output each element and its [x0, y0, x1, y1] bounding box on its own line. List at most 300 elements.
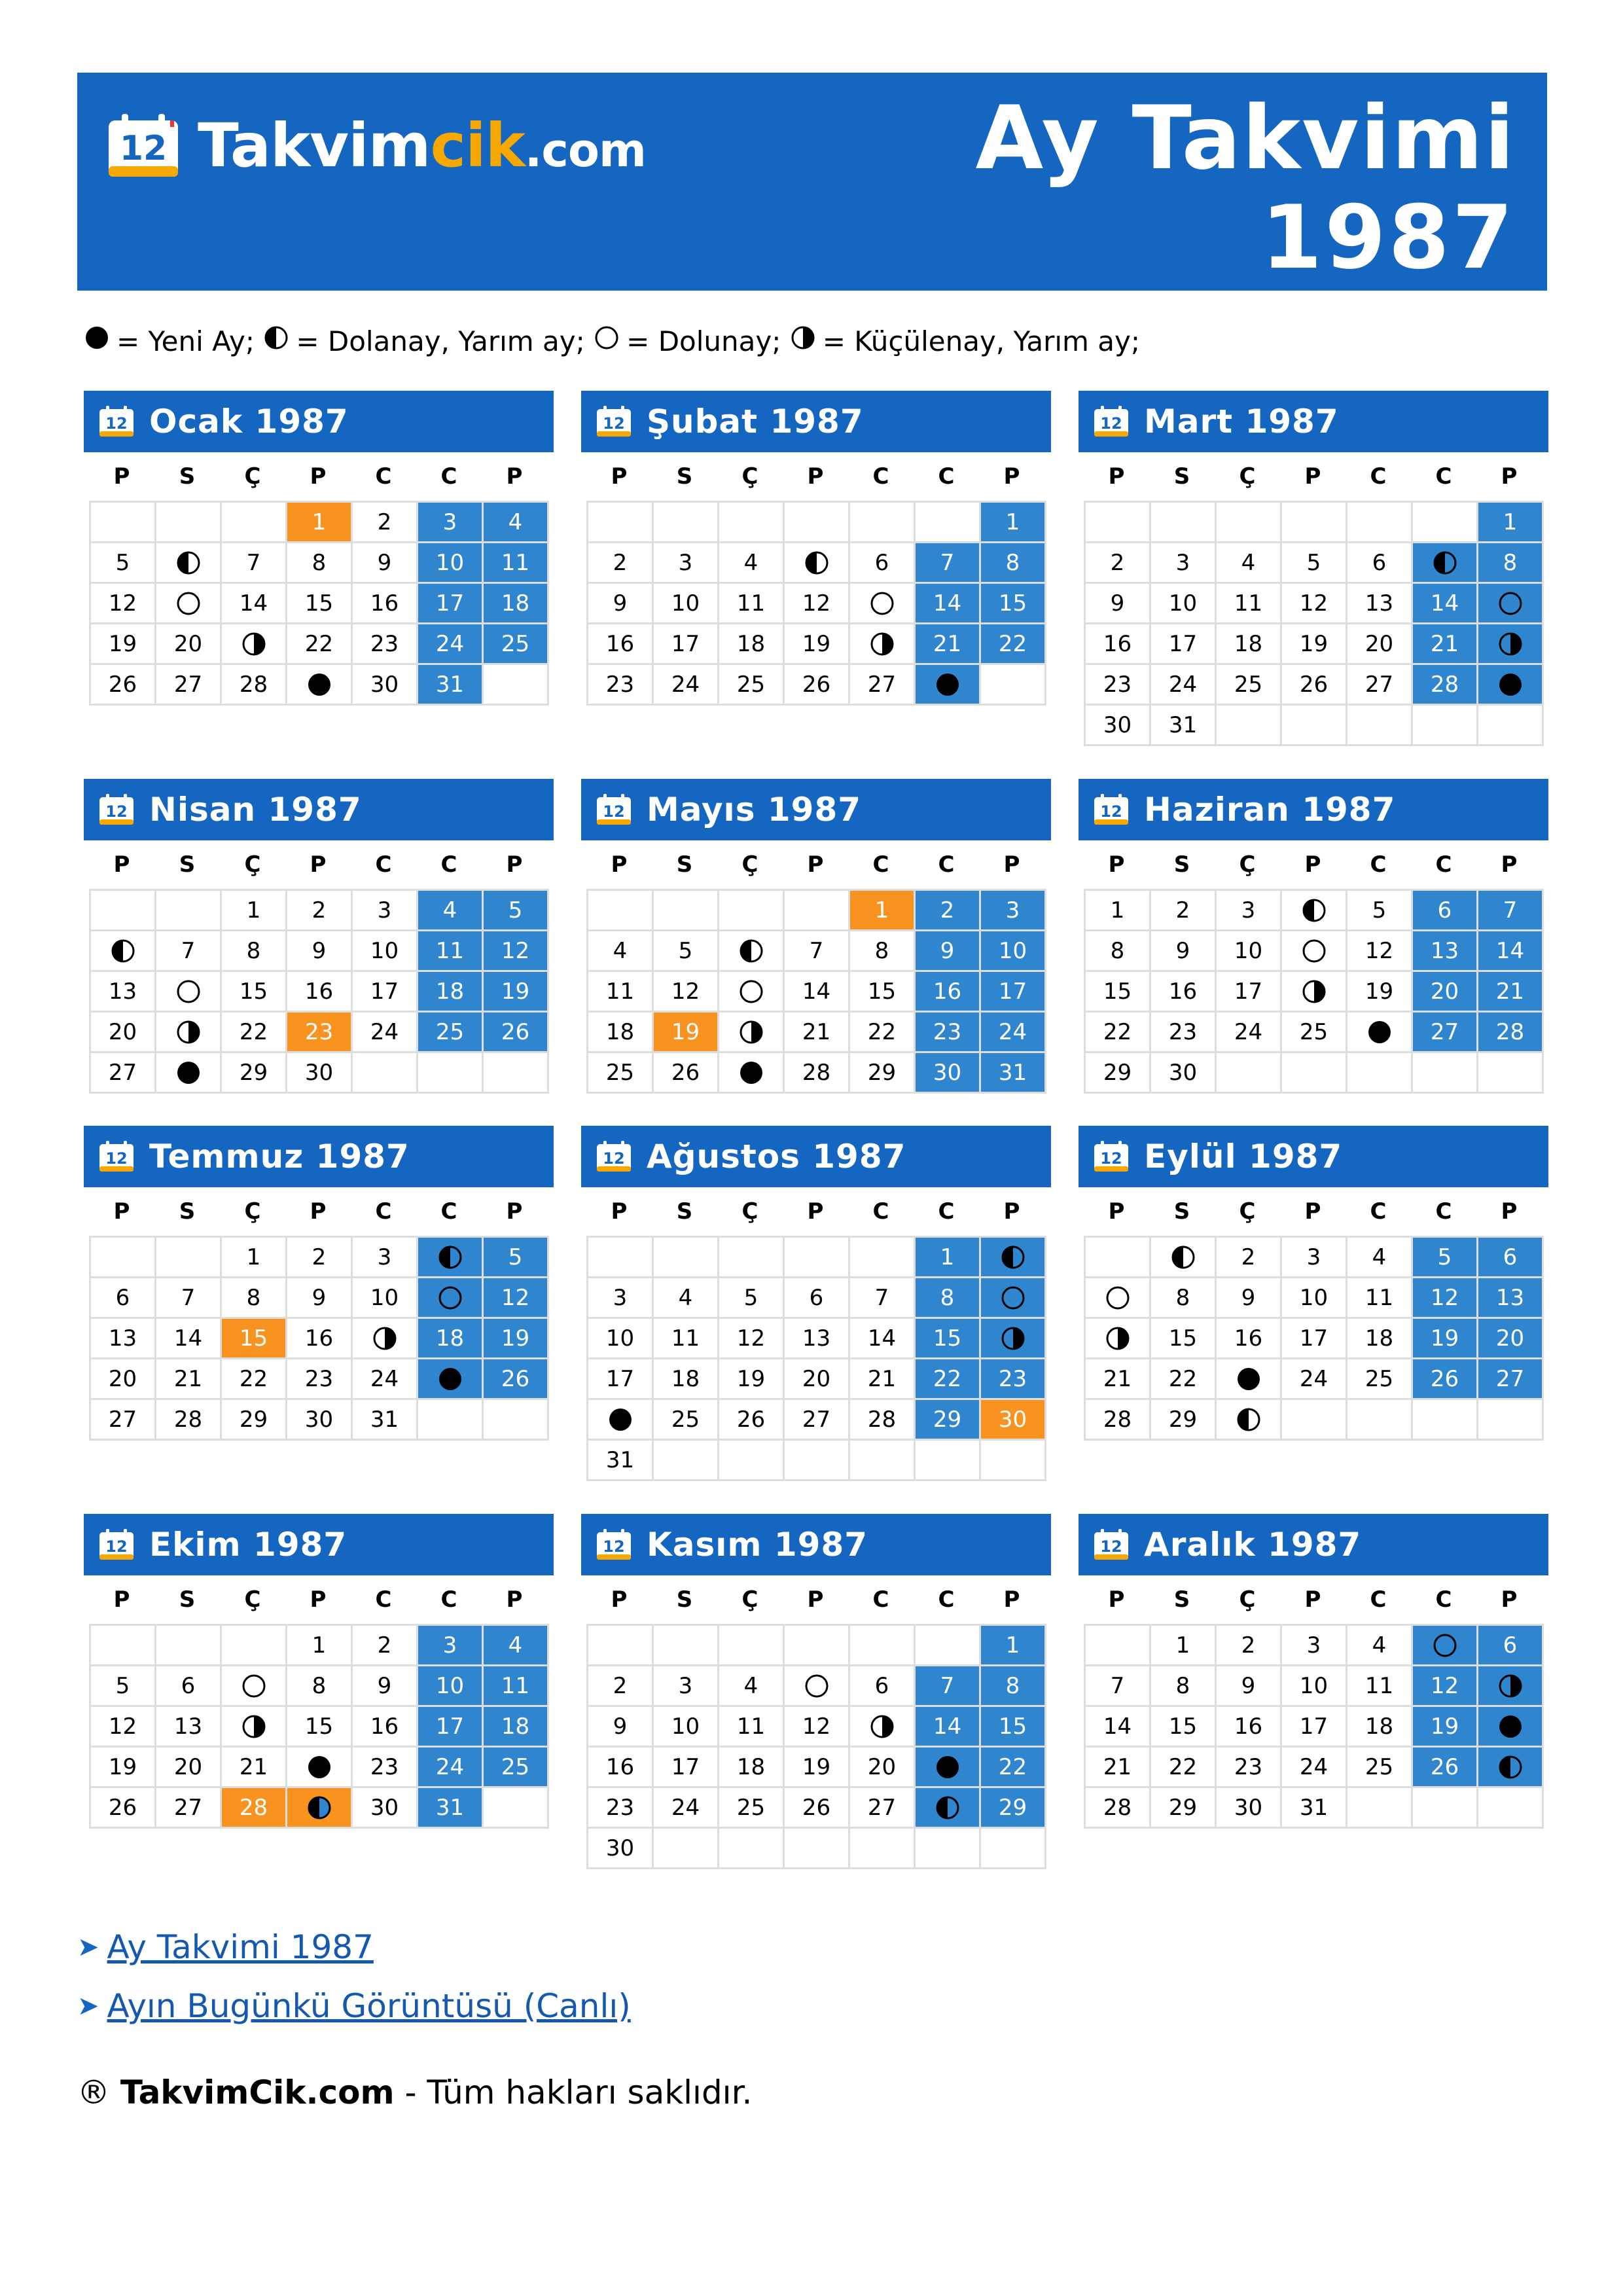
weekday-label: C [440, 852, 457, 878]
day-cell: 5 [91, 1666, 156, 1707]
day-cell: 9 [287, 931, 353, 972]
empty-day-cell [981, 1829, 1046, 1869]
day-cell: 4 [719, 543, 785, 584]
first-quarter-moon-icon [804, 550, 830, 576]
day-cell: 8 [287, 543, 353, 584]
day-cell: 12 [719, 1319, 785, 1359]
weekday-label: Ç [1239, 1198, 1256, 1225]
day-cell: 27 [1413, 1013, 1478, 1053]
new-moon-icon [935, 1754, 961, 1780]
weekday-label: P [113, 1587, 130, 1613]
day-cell [1413, 1626, 1478, 1666]
empty-day-cell [850, 1829, 916, 1869]
weekday-label: Ç [1239, 852, 1256, 878]
day-cell: 2 [916, 891, 981, 931]
day-cell: 8 [916, 1278, 981, 1319]
day-cell: 2 [1086, 543, 1151, 584]
weekday-label: S [1173, 1198, 1190, 1225]
day-cell [156, 584, 222, 624]
day-cell: 24 [1217, 1013, 1282, 1053]
day-cell: 6 [1478, 1626, 1544, 1666]
day-cell [1086, 1319, 1151, 1359]
weekday-label: S [676, 1587, 693, 1613]
day-cell: 31 [418, 1788, 484, 1829]
day-cell: 4 [418, 891, 484, 931]
day-cell: 11 [484, 543, 549, 584]
day-cell: 9 [588, 1707, 654, 1748]
first-quarter-moon-icon [263, 325, 296, 357]
day-cell: 2 [1151, 891, 1217, 931]
day-cell: 19 [1347, 972, 1413, 1013]
weekday-label: Ç [244, 463, 261, 490]
day-cell: 13 [1347, 584, 1413, 624]
day-cell: 12 [484, 931, 549, 972]
day-cell: 10 [1282, 1666, 1347, 1707]
day-grid [89, 501, 549, 706]
empty-day-cell [916, 1441, 981, 1481]
weekday-label: C [938, 1587, 955, 1613]
weekday-label: Ç [244, 1587, 261, 1613]
empty-day-cell [484, 1053, 549, 1094]
weekday-label: P [1501, 1198, 1518, 1225]
day-cell: 11 [418, 931, 484, 972]
day-cell: 22 [1151, 1748, 1217, 1788]
day-cell: 11 [484, 1666, 549, 1707]
month-title: Mart 1987 [1144, 403, 1339, 440]
day-cell: 19 [91, 1748, 156, 1788]
weekday-header-row [1084, 1187, 1548, 1236]
day-cell: 8 [222, 1278, 287, 1319]
month-calendar [1079, 391, 1548, 746]
logo-text [198, 111, 646, 181]
legend-item [594, 325, 790, 357]
svg-text:12: 12 [105, 802, 128, 821]
link-moon-calendar[interactable]: Ay Takvimi 1987 [107, 1928, 374, 1966]
day-cell: 4 [484, 503, 549, 543]
last-quarter-moon-icon [175, 1019, 202, 1045]
day-cell: 21 [1413, 624, 1478, 665]
empty-day-cell [850, 503, 916, 543]
last-quarter-moon-icon [372, 1325, 398, 1352]
day-cell: 18 [484, 1707, 549, 1748]
weekday-label: P [310, 1198, 327, 1225]
weekday-label: S [1173, 463, 1190, 490]
day-cell: 13 [1413, 931, 1478, 972]
empty-day-cell [719, 1626, 785, 1666]
day-cell: 5 [91, 543, 156, 584]
weekday-label: P [1501, 1587, 1518, 1613]
day-cell: 9 [1086, 584, 1151, 624]
weekday-label: P [310, 463, 327, 490]
day-cell: 20 [785, 1359, 850, 1400]
day-cell: 1 [1151, 1626, 1217, 1666]
day-cell: 21 [1086, 1748, 1151, 1788]
day-cell: 22 [981, 624, 1046, 665]
day-cell: 17 [1282, 1319, 1347, 1359]
logo-tld: .com [524, 123, 646, 177]
empty-day-cell [1478, 706, 1544, 746]
day-cell: 8 [1086, 931, 1151, 972]
day-cell: 24 [353, 1013, 418, 1053]
link-moon-today[interactable]: Ayın Bugünkü Görüntüsü (Canlı) [107, 1987, 631, 2025]
empty-day-cell [91, 1626, 156, 1666]
day-cell: 10 [418, 543, 484, 584]
day-cell: 22 [1151, 1359, 1217, 1400]
day-cell: 14 [222, 584, 287, 624]
weekday-label: Ç [1239, 463, 1256, 490]
weekday-header-row [1084, 1575, 1548, 1624]
day-cell: 1 [1478, 503, 1544, 543]
weekday-label: Ç [741, 1198, 758, 1225]
day-cell: 14 [785, 972, 850, 1013]
day-cell [91, 931, 156, 972]
day-cell: 28 [156, 1400, 222, 1441]
day-cell: 30 [353, 1788, 418, 1829]
empty-day-cell [785, 1626, 850, 1666]
weekday-label: Ç [1239, 1587, 1256, 1613]
day-cell: 23 [588, 1788, 654, 1829]
day-cell: 8 [222, 931, 287, 972]
calendar-icon [1093, 405, 1130, 438]
day-cell: 23 [1086, 665, 1151, 706]
empty-day-cell [1347, 1053, 1413, 1094]
calendar-icon [98, 1140, 135, 1173]
day-cell: 27 [156, 665, 222, 706]
day-cell: 6 [1478, 1238, 1544, 1278]
day-cell [418, 1359, 484, 1400]
empty-day-cell [719, 1441, 785, 1481]
weekday-label: P [1501, 463, 1518, 490]
empty-day-cell [785, 1441, 850, 1481]
day-cell: 5 [719, 1278, 785, 1319]
weekday-header-row [586, 452, 1051, 501]
month-title: Ocak 1987 [149, 403, 349, 440]
day-cell [156, 543, 222, 584]
weekday-label: P [1108, 1587, 1125, 1613]
day-cell: 4 [588, 931, 654, 972]
day-cell: 9 [287, 1278, 353, 1319]
weekday-label: P [113, 1198, 130, 1225]
day-cell: 27 [850, 1788, 916, 1829]
last-quarter-moon-icon [1497, 1673, 1524, 1699]
day-cell: 19 [654, 1013, 719, 1053]
day-cell: 26 [1413, 1748, 1478, 1788]
day-cell: 14 [916, 1707, 981, 1748]
day-grid [89, 889, 549, 1094]
weekday-label: P [807, 852, 824, 878]
weekday-label: C [375, 1198, 392, 1225]
day-cell: 4 [1217, 543, 1282, 584]
day-cell [719, 1013, 785, 1053]
weekday-label: P [506, 852, 523, 878]
weekday-label: P [1003, 463, 1020, 490]
day-cell: 24 [353, 1359, 418, 1400]
page-title-year: 1987 [1261, 187, 1516, 289]
empty-day-cell [1086, 503, 1151, 543]
day-cell: 24 [1151, 665, 1217, 706]
day-cell [588, 1400, 654, 1441]
day-cell [1478, 624, 1544, 665]
day-cell: 20 [156, 624, 222, 665]
day-cell: 8 [287, 1666, 353, 1707]
day-cell: 6 [850, 543, 916, 584]
day-cell [1478, 665, 1544, 706]
day-cell: 18 [1347, 1319, 1413, 1359]
related-links [77, 1918, 631, 2036]
day-cell: 22 [1086, 1013, 1151, 1053]
day-cell [1478, 1748, 1544, 1788]
day-cell: 17 [418, 1707, 484, 1748]
calendar-icon [98, 405, 135, 438]
day-cell: 18 [1347, 1707, 1413, 1748]
day-cell: 21 [850, 1359, 916, 1400]
day-cell: 24 [1282, 1748, 1347, 1788]
empty-day-cell [484, 665, 549, 706]
first-quarter-moon-icon [738, 938, 764, 964]
day-cell [1217, 1400, 1282, 1441]
day-cell: 18 [588, 1013, 654, 1053]
day-cell: 3 [353, 1238, 418, 1278]
day-cell: 15 [222, 972, 287, 1013]
new-moon-icon [1497, 672, 1524, 698]
new-moon-icon [84, 325, 116, 357]
day-cell: 25 [1347, 1748, 1413, 1788]
day-cell: 16 [916, 972, 981, 1013]
empty-day-cell [654, 1238, 719, 1278]
empty-day-cell [1413, 706, 1478, 746]
calendar-icon [1093, 1528, 1130, 1561]
last-quarter-moon-icon [869, 631, 895, 657]
day-cell: 12 [785, 1707, 850, 1748]
day-cell: 16 [1217, 1707, 1282, 1748]
day-cell: 15 [287, 584, 353, 624]
day-cell: 10 [353, 1278, 418, 1319]
new-moon-icon [935, 672, 961, 698]
day-cell: 9 [353, 1666, 418, 1707]
weekday-label: S [676, 463, 693, 490]
month-title: Mayıs 1987 [647, 791, 862, 829]
day-cell: 28 [1086, 1400, 1151, 1441]
month-header [581, 779, 1051, 840]
full-moon-icon [175, 590, 202, 617]
weekday-label: P [807, 463, 824, 490]
month-title: Temmuz 1987 [149, 1138, 410, 1175]
calendar-icon [98, 793, 135, 826]
day-cell: 2 [287, 1238, 353, 1278]
day-cell: 14 [1413, 584, 1478, 624]
day-grid [1084, 501, 1544, 746]
weekday-label: P [1003, 1587, 1020, 1613]
day-cell: 11 [1347, 1666, 1413, 1707]
weekday-label: P [611, 852, 628, 878]
day-cell: 3 [654, 543, 719, 584]
day-cell: 4 [1347, 1238, 1413, 1278]
day-cell: 25 [719, 1788, 785, 1829]
legend-item [84, 325, 263, 357]
day-cell [156, 1053, 222, 1094]
day-cell: 3 [1282, 1626, 1347, 1666]
weekday-label: P [611, 1587, 628, 1613]
day-cell: 2 [353, 503, 418, 543]
month-header [1079, 1126, 1548, 1187]
day-cell: 15 [850, 972, 916, 1013]
full-moon-icon [1497, 590, 1524, 617]
day-cell: 14 [850, 1319, 916, 1359]
day-cell: 27 [1478, 1359, 1544, 1400]
day-cell: 30 [353, 665, 418, 706]
day-cell: 7 [1086, 1666, 1151, 1707]
day-cell: 23 [287, 1013, 353, 1053]
weekday-label: C [440, 1198, 457, 1225]
last-quarter-moon-icon [241, 631, 267, 657]
day-cell: 5 [1347, 891, 1413, 931]
month-header [1079, 779, 1548, 840]
day-cell: 8 [981, 1666, 1046, 1707]
weekday-label: P [310, 1587, 327, 1613]
svg-text:12: 12 [1100, 1149, 1122, 1168]
empty-day-cell [222, 1626, 287, 1666]
day-cell: 25 [418, 1013, 484, 1053]
day-cell: 27 [850, 665, 916, 706]
empty-day-cell [654, 891, 719, 931]
day-cell: 29 [850, 1053, 916, 1094]
day-cell: 7 [156, 931, 222, 972]
day-cell: 1 [981, 1626, 1046, 1666]
day-grid [89, 1624, 549, 1829]
day-cell: 8 [850, 931, 916, 972]
day-cell: 8 [981, 543, 1046, 584]
weekday-label: P [506, 1198, 523, 1225]
day-cell: 2 [287, 891, 353, 931]
day-cell: 21 [1478, 972, 1544, 1013]
empty-day-cell [916, 503, 981, 543]
empty-day-cell [654, 1829, 719, 1869]
day-cell: 8 [1478, 543, 1544, 584]
empty-day-cell [1086, 1238, 1151, 1278]
day-cell: 30 [1151, 1053, 1217, 1094]
day-cell: 2 [588, 1666, 654, 1707]
day-cell: 18 [719, 1748, 785, 1788]
day-cell [1151, 1238, 1217, 1278]
month-header [84, 779, 554, 840]
day-cell: 5 [1413, 1238, 1478, 1278]
first-quarter-moon-icon [110, 938, 136, 964]
first-quarter-moon-icon [1236, 1407, 1262, 1433]
empty-day-cell [981, 665, 1046, 706]
day-cell: 9 [1217, 1666, 1282, 1707]
day-cell [916, 1788, 981, 1829]
day-cell: 31 [981, 1053, 1046, 1094]
link-row [77, 1918, 631, 1977]
day-cell: 24 [654, 1788, 719, 1829]
day-cell: 31 [588, 1441, 654, 1481]
day-cell: 19 [785, 624, 850, 665]
day-cell: 29 [916, 1400, 981, 1441]
full-moon-icon [738, 978, 764, 1005]
legend-item [263, 325, 594, 357]
day-cell: 12 [91, 1707, 156, 1748]
weekday-label: S [179, 1198, 196, 1225]
day-cell: 6 [785, 1278, 850, 1319]
empty-day-cell [156, 1238, 222, 1278]
weekday-label: S [1173, 852, 1190, 878]
day-cell: 20 [156, 1748, 222, 1788]
day-cell: 29 [981, 1788, 1046, 1829]
weekday-label: S [179, 1587, 196, 1613]
day-cell: 15 [222, 1319, 287, 1359]
day-cell [1478, 584, 1544, 624]
weekday-label: C [1435, 463, 1452, 490]
first-quarter-moon-icon [1497, 1754, 1524, 1780]
site-logo[interactable] [105, 109, 646, 181]
day-cell: 1 [222, 891, 287, 931]
empty-day-cell [1282, 503, 1347, 543]
day-cell: 11 [1347, 1278, 1413, 1319]
day-cell [222, 1707, 287, 1748]
header-banner [77, 73, 1547, 291]
calendar-icon [596, 1140, 632, 1173]
empty-day-cell [1347, 1400, 1413, 1441]
day-cell: 3 [353, 891, 418, 931]
last-quarter-moon-icon [1000, 1325, 1026, 1352]
day-cell: 12 [91, 584, 156, 624]
day-cell [1282, 891, 1347, 931]
day-cell: 15 [916, 1319, 981, 1359]
day-cell: 29 [1151, 1788, 1217, 1829]
day-cell: 9 [353, 543, 418, 584]
day-cell [981, 1278, 1046, 1319]
weekday-label: P [807, 1198, 824, 1225]
empty-day-cell [1086, 1626, 1151, 1666]
day-cell: 29 [222, 1400, 287, 1441]
day-cell: 7 [1478, 891, 1544, 931]
svg-text:12: 12 [105, 1537, 128, 1556]
weekday-label: C [872, 1587, 889, 1613]
day-cell: 16 [1217, 1319, 1282, 1359]
day-cell: 15 [981, 584, 1046, 624]
day-cell: 30 [588, 1829, 654, 1869]
day-cell: 13 [156, 1707, 222, 1748]
empty-day-cell [91, 1238, 156, 1278]
day-cell: 27 [1347, 665, 1413, 706]
empty-day-cell [1282, 1400, 1347, 1441]
day-cell [1347, 1013, 1413, 1053]
month-calendar [84, 391, 554, 706]
day-cell: 19 [1282, 624, 1347, 665]
empty-day-cell [1478, 1053, 1544, 1094]
day-grid [586, 889, 1046, 1094]
day-cell: 17 [418, 584, 484, 624]
day-cell: 1 [981, 503, 1046, 543]
empty-day-cell [156, 891, 222, 931]
day-grid [1084, 1236, 1544, 1441]
month-calendar [84, 1126, 554, 1441]
day-cell [222, 1666, 287, 1707]
empty-day-cell [1413, 1400, 1478, 1441]
weekday-label: C [872, 1198, 889, 1225]
empty-day-cell [719, 1238, 785, 1278]
day-cell: 20 [1478, 1319, 1544, 1359]
empty-day-cell [981, 1441, 1046, 1481]
day-cell: 12 [1347, 931, 1413, 972]
day-cell: 28 [785, 1053, 850, 1094]
calendar-icon [596, 405, 632, 438]
weekday-label: P [1304, 463, 1321, 490]
day-cell: 16 [353, 584, 418, 624]
empty-day-cell [719, 503, 785, 543]
month-title: Şubat 1987 [647, 403, 864, 440]
weekday-label: P [611, 463, 628, 490]
